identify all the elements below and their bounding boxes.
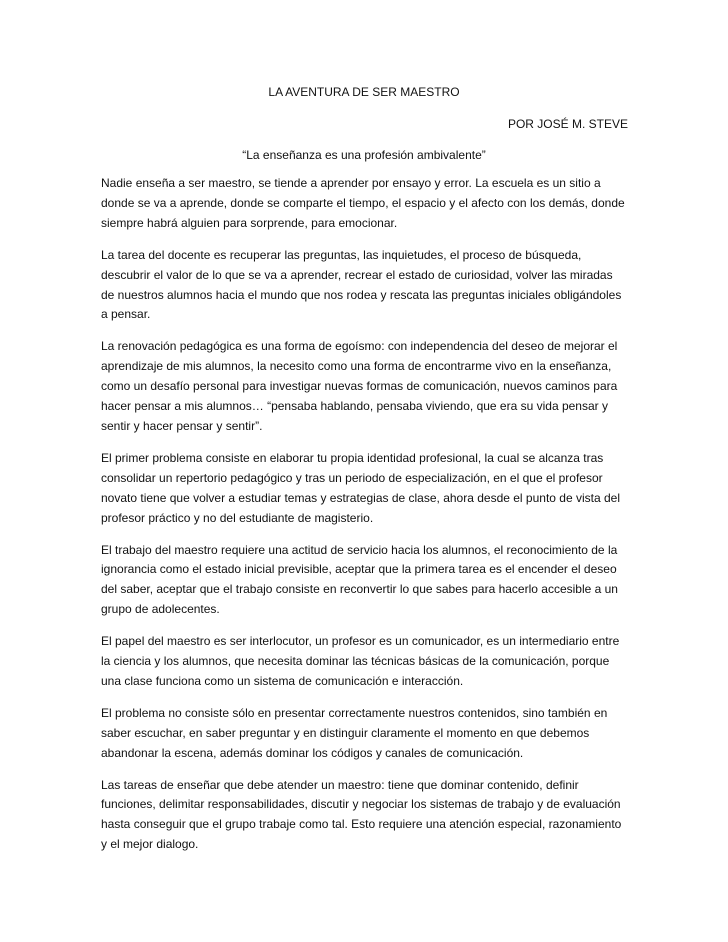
document-title: LA AVENTURA DE SER MAESTRO — [268, 85, 460, 99]
paragraph-2: La tarea del docente es recuperar las preguntas, las inquietudes, el proceso de búsqueda, descubrir el valor de lo que se va a aprender, recrear el estado de curiosidad, volver las miradas de nuestros alumnos hacia el mundo que nos rodea y rescata las preguntas iniciales obligándoles a pensar. — [101, 247, 622, 322]
paragraph-1: Nadie enseña a ser maestro, se tiende a aprender por ensayo y error. La escuela es un sitio a donde se va a aprende, donde se comparte el tiempo, el espacio y el afecto con los demás, donde siempre habrá alguien para sorprende, para emocionar. — [101, 176, 625, 230]
paragraph-3: La renovación pedagógica es una forma de egoísmo: con independencia del deseo de mejorar el aprendizaje de mis alumnos, la necesito como una forma de encontrarme vivo en la enseñanza, como un desafío personal para investigar nuevas formas de comunicación, nuevos caminos para hacer pensar a mis alumnos… “pensaba hablando, pensaba viviendo, que era su vida pensar y sentir y hacer pensar y sentir”. — [101, 339, 618, 433]
paragraph-6: El papel del maestro es ser interlocutor, un profesor es un comunicador, es un intermediario entre la ciencia y los alumnos, que necesita dominar las técnicas básicas de la comunicación, porque una clase funciona como un sistema de comunicación e interacción. — [101, 634, 620, 688]
paragraph-7: El problema no consiste sólo en presentar correctamente nuestros contenidos, sino también en saber escuchar, en saber preguntar y en distinguir claramente el momento en que debemos abandonar la escena, además dominar los códigos y canales de comunicación. — [101, 705, 608, 760]
paragraph-5: El trabajo del maestro requiere una actitud de servicio hacia los alumnos, el reconocimiento de la ignorancia como el estado inicial previsible, aceptar que la primera tarea es el encender el deseo del saber, aceptar que el trabajo consiste en reconvertir lo que sabes para hacerlo accesible a un grupo de adolecentes. — [101, 542, 618, 617]
document-body — [101, 174, 629, 867]
paragraph-8: Las tareas de enseñar que debe atender un maestro: tiene que dominar contenido, definir funciones, delimitar responsabilidades, discutir y negociar los sistemas de trabajo y de evaluación hasta conseguir que el grupo trabaje como tal. Esto requiere una atención especial, razonamiento y el mejor dialogo. — [101, 777, 622, 852]
document-epigraph: “La enseñanza es una profesión ambivalente” — [242, 148, 486, 162]
document-author: POR JOSÉ M. STEVE — [507, 117, 628, 131]
paragraph-4: El primer problema consiste en elaborar tu propia identidad profesional, la cual se alcanza tras consolidar un repertorio pedagógico y tras un periodo de especialización, en el que el profesor novato tiene que volver a estudiar temas y estrategias de clase, ahora desde el punto de vista del profesor práctico y no del estudiante de magisterio. — [101, 450, 620, 525]
